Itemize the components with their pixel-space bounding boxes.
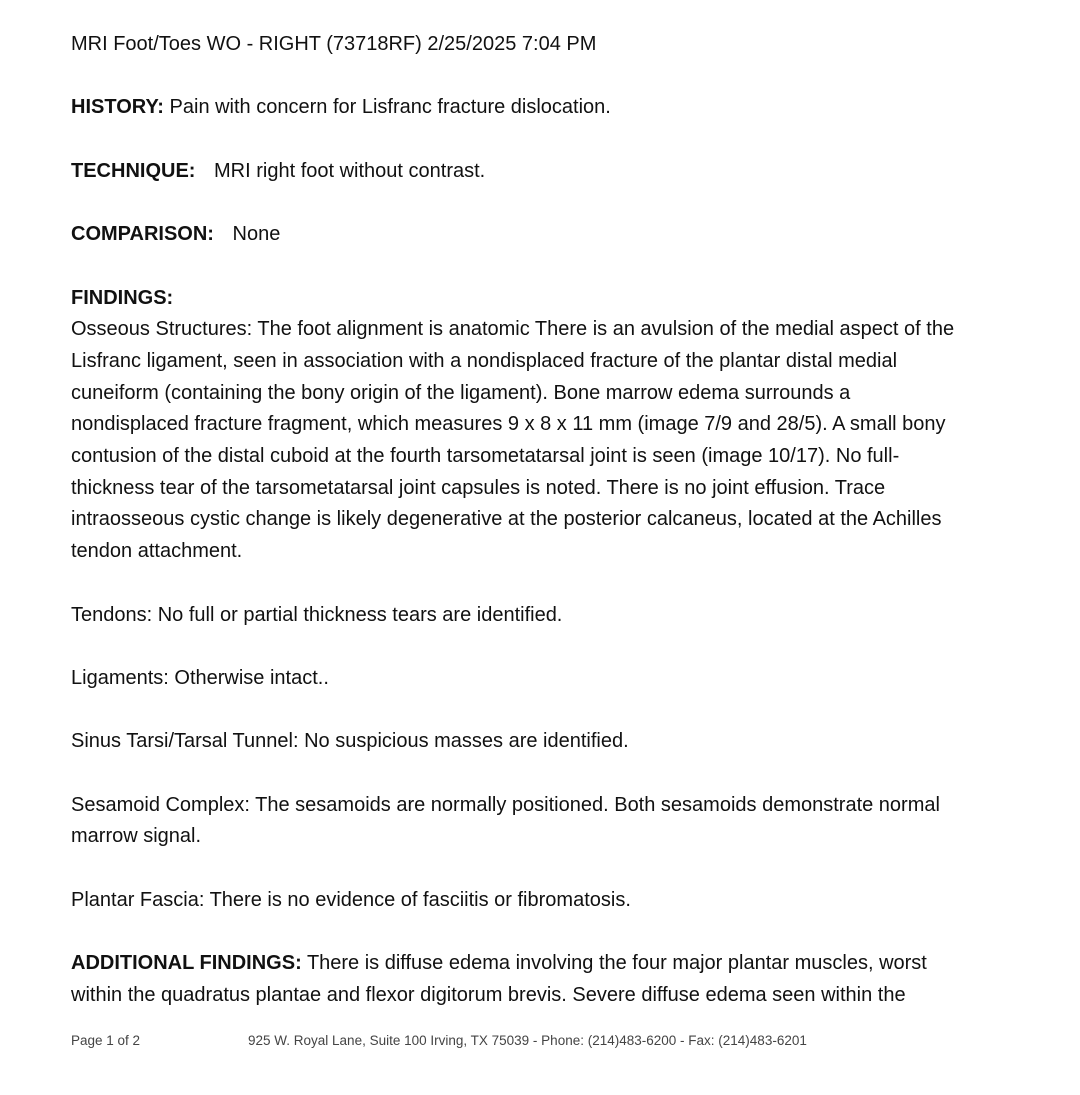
findings-label: FINDINGS:	[71, 286, 174, 309]
comparison-label: COMPARISON:	[71, 223, 214, 246]
plantar-fascia-paragraph: Plantar Fascia: There is no evidence of fasciitis or fibromatosis.	[71, 888, 631, 911]
tendons-paragraph: Tendons: No full or partial thickness tears are identified.	[71, 603, 563, 626]
additional-findings-text: There is diffuse edema involving the four major plantar muscles, worst	[306, 952, 927, 975]
additional-findings-line: within the quadratus plantae and flexor digitorum brevis. Severe diffuse edema seen within the	[71, 983, 906, 1006]
technique-label: TECHNIQUE:	[71, 159, 196, 182]
sesamoid-complex-paragraph	[71, 790, 1021, 853]
osseous-line: Osseous Structures: The foot alignment is anatomic There is an avulsion of the medial aspect of the	[71, 318, 955, 341]
osseous-line: thickness tear of the tarsometatarsal joint capsules is noted. There is no joint effusion. Trace	[71, 476, 886, 499]
comparison-text: None	[232, 223, 281, 246]
history-section	[71, 92, 1021, 124]
report-page	[71, 29, 1021, 1012]
history-text: Pain with concern for Lisfranc fracture dislocation.	[169, 96, 611, 119]
osseous-line: Lisfranc ligament, seen in association with a nondisplaced fracture of the plantar distal medial	[71, 349, 898, 372]
osseous-line: tendon attachment.	[71, 540, 243, 563]
comparison-section	[71, 219, 1021, 251]
history-label: HISTORY:	[71, 96, 164, 119]
additional-findings-line	[71, 948, 1021, 980]
additional-findings-label: ADDITIONAL FINDINGS:	[71, 952, 302, 975]
facility-address: 925 W. Royal Lane, Suite 100 Irving, TX 75039 - Phone: (214)483-6200 - Fax: (214)483-6201	[248, 1033, 807, 1048]
osseous-line: intraosseous cystic change is likely degenerative at the posterior calcaneus, located at the Achilles	[71, 508, 942, 531]
osseous-line: nondisplaced fracture fragment, which measures 9 x 8 x 11 mm (image 7/9 and 28/5). A small bony	[71, 413, 946, 436]
page-number: Page 1 of 2	[71, 1033, 141, 1048]
sesamoid-line: marrow signal.	[71, 825, 202, 848]
technique-section	[71, 156, 1021, 188]
osseous-line: cuneiform (containing the bony origin of the ligament). Bone marrow edema surrounds a	[71, 381, 851, 404]
ligaments-paragraph: Ligaments: Otherwise intact..	[71, 666, 329, 689]
osseous-line: contusion of the distal cuboid at the fourth tarsometatarsal joint is seen (image 10/17). No full-	[71, 445, 900, 468]
osseous-structures-paragraph	[71, 314, 1021, 568]
exam-title: MRI Foot/Toes WO - RIGHT (73718RF) 2/25/2025 7:04 PM	[71, 33, 597, 55]
sesamoid-line: Sesamoid Complex: The sesamoids are normally positioned. Both sesamoids demonstrate normal	[71, 793, 940, 816]
sinus-tarsi-paragraph: Sinus Tarsi/Tarsal Tunnel: No suspicious masses are identified.	[71, 730, 629, 753]
technique-text: MRI right foot without contrast.	[214, 159, 486, 182]
additional-findings-section	[71, 948, 1021, 1011]
